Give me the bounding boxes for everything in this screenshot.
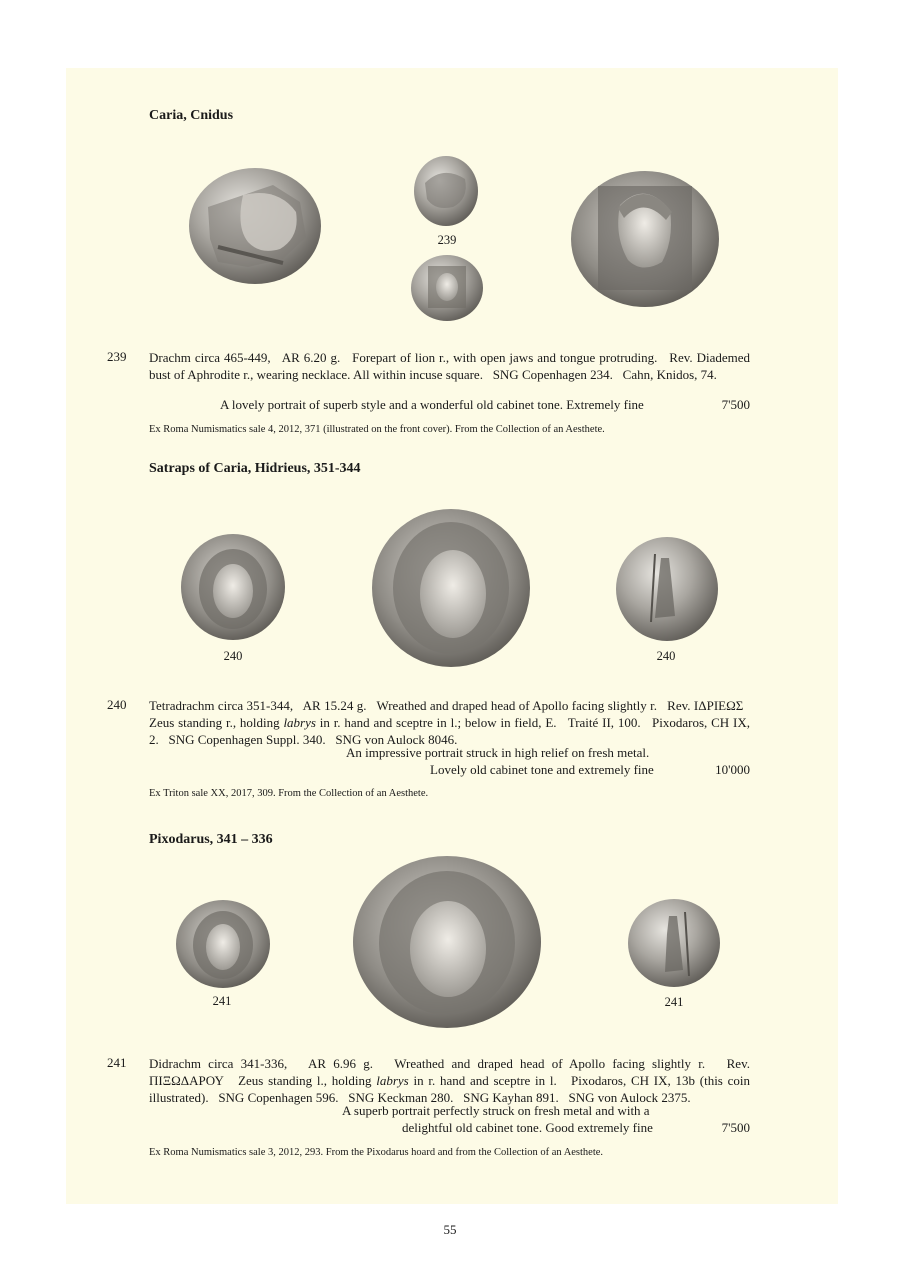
lot-description: Drachm circa 465-449, AR 6.20 g. Forepart of lion r., with open jaws and tongue protruding. Rev. Diademed bust of Aphrodite r., wearing necklace. All within incuse square. SNG Copenhagen 234. Cahn, Knidos, 74. (149, 350, 750, 382)
coin-reverse-zeus-image (627, 898, 721, 988)
coin-obverse-small-image (413, 155, 479, 227)
lot-number: 240 (107, 697, 127, 712)
price: 10'000 (715, 762, 750, 777)
coin-label: 240 (656, 649, 676, 663)
grade-line: A superb portrait perfectly struck on fresh metal and with a (342, 1103, 650, 1118)
grade-line: A lovely portrait of superb style and a wonderful old cabinet tone. Extremely fine (220, 397, 644, 412)
lot-description: Tetradrachm circa 351-344, AR 15.24 g. Wreathed and draped head of Apollo facing slightly r. Rev. ΙΔΡΙΕΩΣ Zeus standing r., holding labrys in r. hand and sceptre in l.; below in field, E. Traité II, 100. Pixodaros, CH IX, 2. SNG Copenhagen Suppl. 340. SNG von Aulock 8046. (149, 698, 750, 747)
coin-reverse-small-image (410, 254, 484, 322)
coin-label: 241 (212, 994, 232, 1008)
coin-reverse-zeus-image (615, 536, 719, 642)
grade-line: An impressive portrait struck in high relief on fresh metal. (346, 745, 650, 760)
provenance: Ex Roma Numismatics sale 4, 2012, 371 (illustrated on the front cover). From the Collection of an Aesthete. (149, 424, 605, 435)
lot-number: 241 (107, 1055, 127, 1070)
price: 7'500 (721, 397, 750, 412)
page-number: 55 (443, 1222, 457, 1237)
coin-reverse-aphrodite-image (570, 170, 720, 308)
grade-line: delightful old cabinet tone. Good extremely fine (402, 1120, 653, 1135)
lot-description: Didrachm circa 341-336, AR 6.96 g. Wreathed and draped head of Apollo facing slightly r. Rev. ΠΙΞΩΔΑΡΟΥ Zeus standing l., holding labrys in r. hand and sceptre in l. Pixodaros, CH IX, 13b (this coin illustrated). SNG Copenhagen 596. SNG Keckman 280. SNG Kayhan 891. SNG von Aulock 2375. (149, 1056, 750, 1105)
price: 7'500 (721, 1120, 750, 1135)
coin-obverse-apollo-large-image (371, 508, 531, 668)
provenance: Ex Triton sale XX, 2017, 309. From the Collection of an Aesthete. (149, 788, 429, 799)
coin-label: 241 (664, 995, 684, 1009)
coin-label: 240 (223, 649, 243, 663)
section-heading: Pixodarus, 341 – 336 (149, 832, 273, 847)
provenance: Ex Roma Numismatics sale 3, 2012, 293. From the Pixodarus hoard and from the Collection of an Aesthete. (149, 1147, 604, 1158)
coin-obverse-lion-image (188, 167, 322, 285)
coin-obverse-apollo-large-image (352, 855, 542, 1029)
section-heading: Satraps of Caria, Hidrieus, 351-344 (149, 461, 361, 476)
lot-number: 239 (107, 349, 127, 364)
coin-label: 239 (437, 233, 457, 247)
grade-line: Lovely old cabinet tone and extremely fine (430, 762, 654, 777)
section-heading: Caria, Cnidus (149, 108, 234, 123)
coin-obverse-apollo-small-image (180, 533, 286, 641)
coin-obverse-apollo-small-image (175, 899, 271, 989)
